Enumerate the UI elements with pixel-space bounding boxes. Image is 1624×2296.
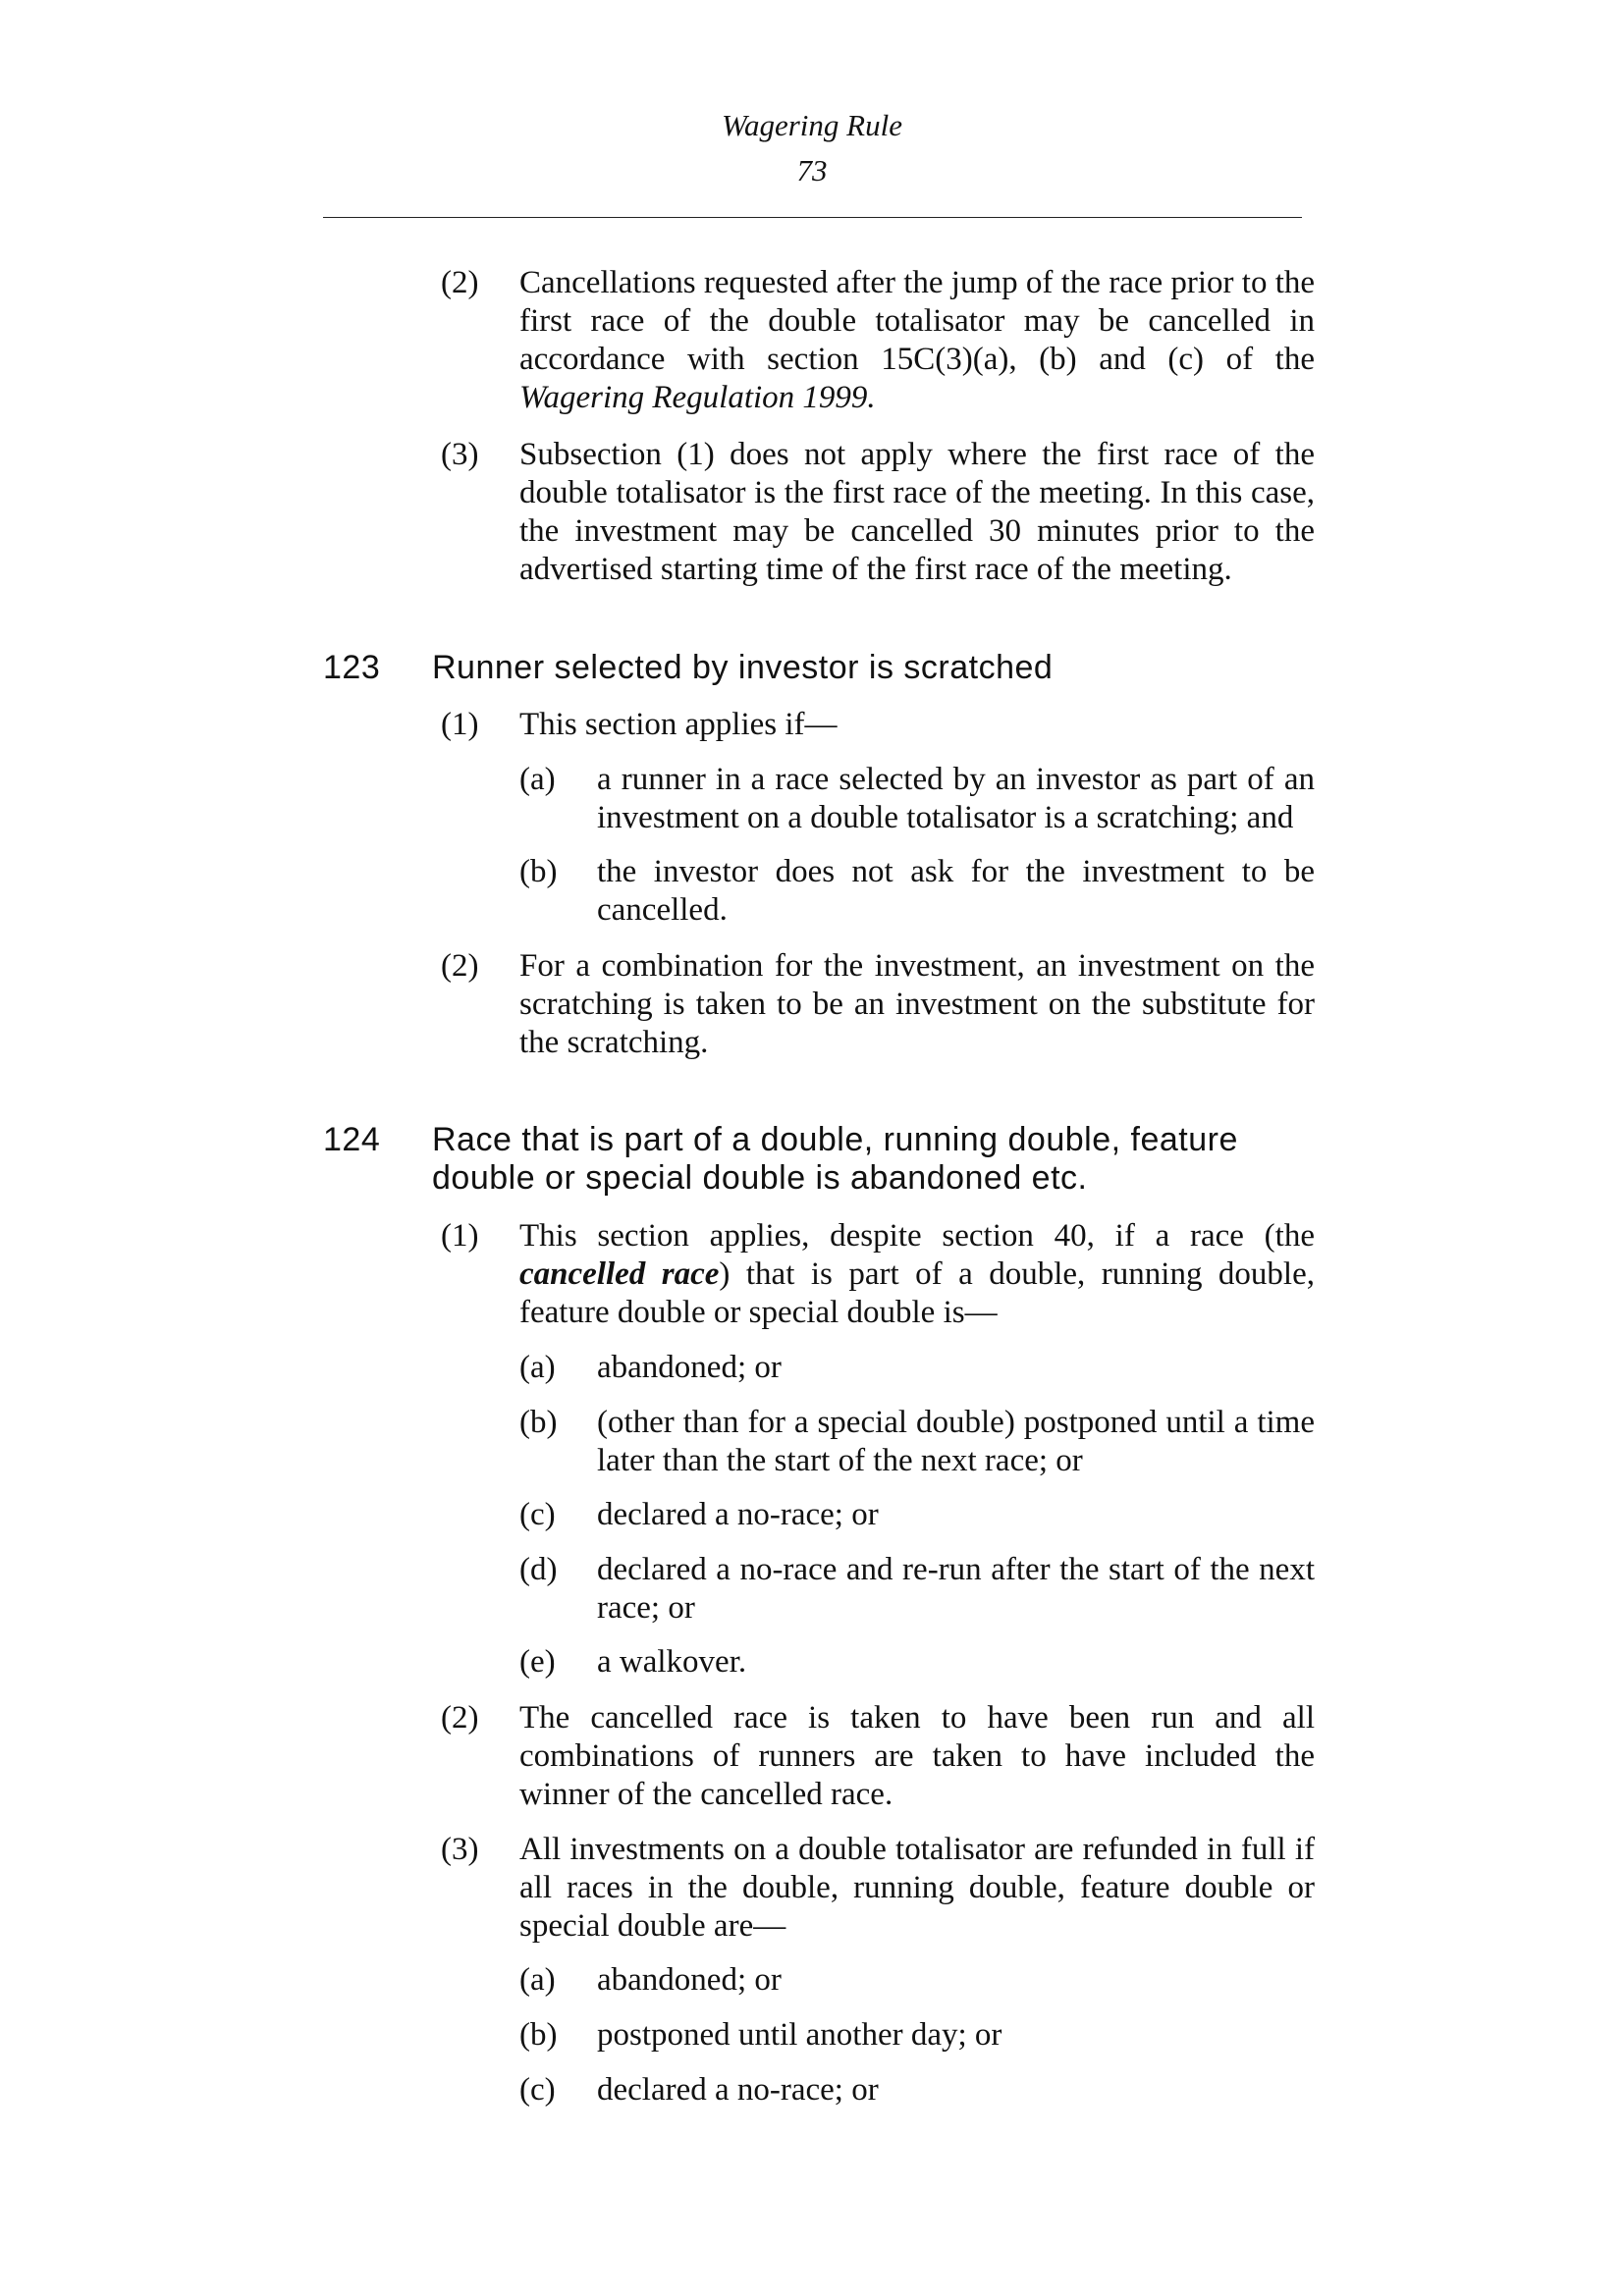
paragraph-text: postponed until another day; or: [597, 2017, 1002, 2053]
section-heading-line: double or special double is abandoned etc.: [432, 1159, 1088, 1197]
paragraph-text: declared a no-race; or: [597, 2072, 879, 2108]
subsection-number: (1): [441, 1218, 479, 1254]
paragraph-number: (b): [519, 2017, 558, 2053]
header-rule: [323, 217, 1302, 218]
paragraph-number: (b): [519, 854, 558, 889]
subsection-text: This section applies if—: [519, 707, 838, 742]
section-number: 123: [323, 649, 381, 686]
subsection-text: [519, 264, 1315, 417]
paragraph-text: abandoned; or: [597, 1962, 782, 1998]
subsection-text: [519, 1217, 1315, 1332]
paragraph-number: (b): [519, 1405, 558, 1440]
paragraph-number: (a): [519, 1962, 556, 1998]
subsection-text: All investments on a double totalisator are refunded in full if all races in the double, running double, feature double or special double are—: [519, 1832, 1315, 1944]
paragraph-number: (e): [519, 1644, 556, 1680]
section-number: 124: [323, 1121, 381, 1158]
section-heading: [432, 1121, 1316, 1198]
subsection-number: (2): [441, 265, 479, 300]
paragraph-text: abandoned; or: [597, 1350, 782, 1385]
section-heading-line: Race that is part of a double, running double, feature: [432, 1121, 1238, 1158]
paragraph-number: (a): [519, 1350, 556, 1385]
page-number: 73: [796, 153, 828, 187]
section-heading: Runner selected by investor is scratched: [432, 649, 1054, 686]
paragraph-text: the investor does not ask for the investment to be cancelled.: [597, 854, 1315, 928]
subsection-text: The cancelled race is taken to have been run and all combinations of runners are taken to have included the winner of the cancelled race.: [519, 1700, 1315, 1812]
paragraph-text: declared a no-race; or: [597, 1497, 879, 1532]
subsection-text: Subsection (1) does not apply where the first race of the double totalisator is the first race of the meeting. In this case, the investment may be cancelled 30 minutes prior to the advertised starting time of the first race of the meeting.: [519, 437, 1315, 587]
subsection-number: (2): [441, 1700, 479, 1735]
subsection-text-body: ) that is part of a double, running double, feature double or special double is—: [519, 1256, 1315, 1330]
running-header-title: Wagering Rule: [722, 108, 902, 142]
regulation-title: Wagering Regulation 1999.: [519, 380, 876, 415]
subsection-text: For a combination for the investment, an investment on the scratching is taken to be an investment on the substitute for the scratching.: [519, 948, 1315, 1060]
paragraph-number: (a): [519, 762, 556, 797]
subsection-number: (1): [441, 707, 479, 742]
defined-term: cancelled race: [519, 1256, 720, 1292]
paragraph-text: (other than for a special double) postponed until a time later than the start of the next race; or: [597, 1405, 1315, 1478]
paragraph-number: (c): [519, 1497, 556, 1532]
subsection-number: (3): [441, 437, 479, 472]
subsection-number: (3): [441, 1832, 479, 1867]
subsection-text-body: Cancellations requested after the jump of the race prior to the first race of the double totalisator may be cancelled in accordance with section 15C(3)(a), (b) and (c) of the: [519, 265, 1316, 377]
paragraph-number: (c): [519, 2072, 556, 2108]
subsection-number: (2): [441, 948, 479, 984]
paragraph-number: (d): [519, 1552, 558, 1587]
paragraph-text: a walkover.: [597, 1644, 747, 1680]
paragraph-text: a runner in a race selected by an investor as part of an investment on a double totalisator is a scratching; and: [597, 762, 1315, 835]
subsection-text-body: This section applies, despite section 40, if a race (the: [519, 1218, 1315, 1254]
paragraph-text: declared a no-race and re-run after the start of the next race; or: [597, 1552, 1315, 1626]
